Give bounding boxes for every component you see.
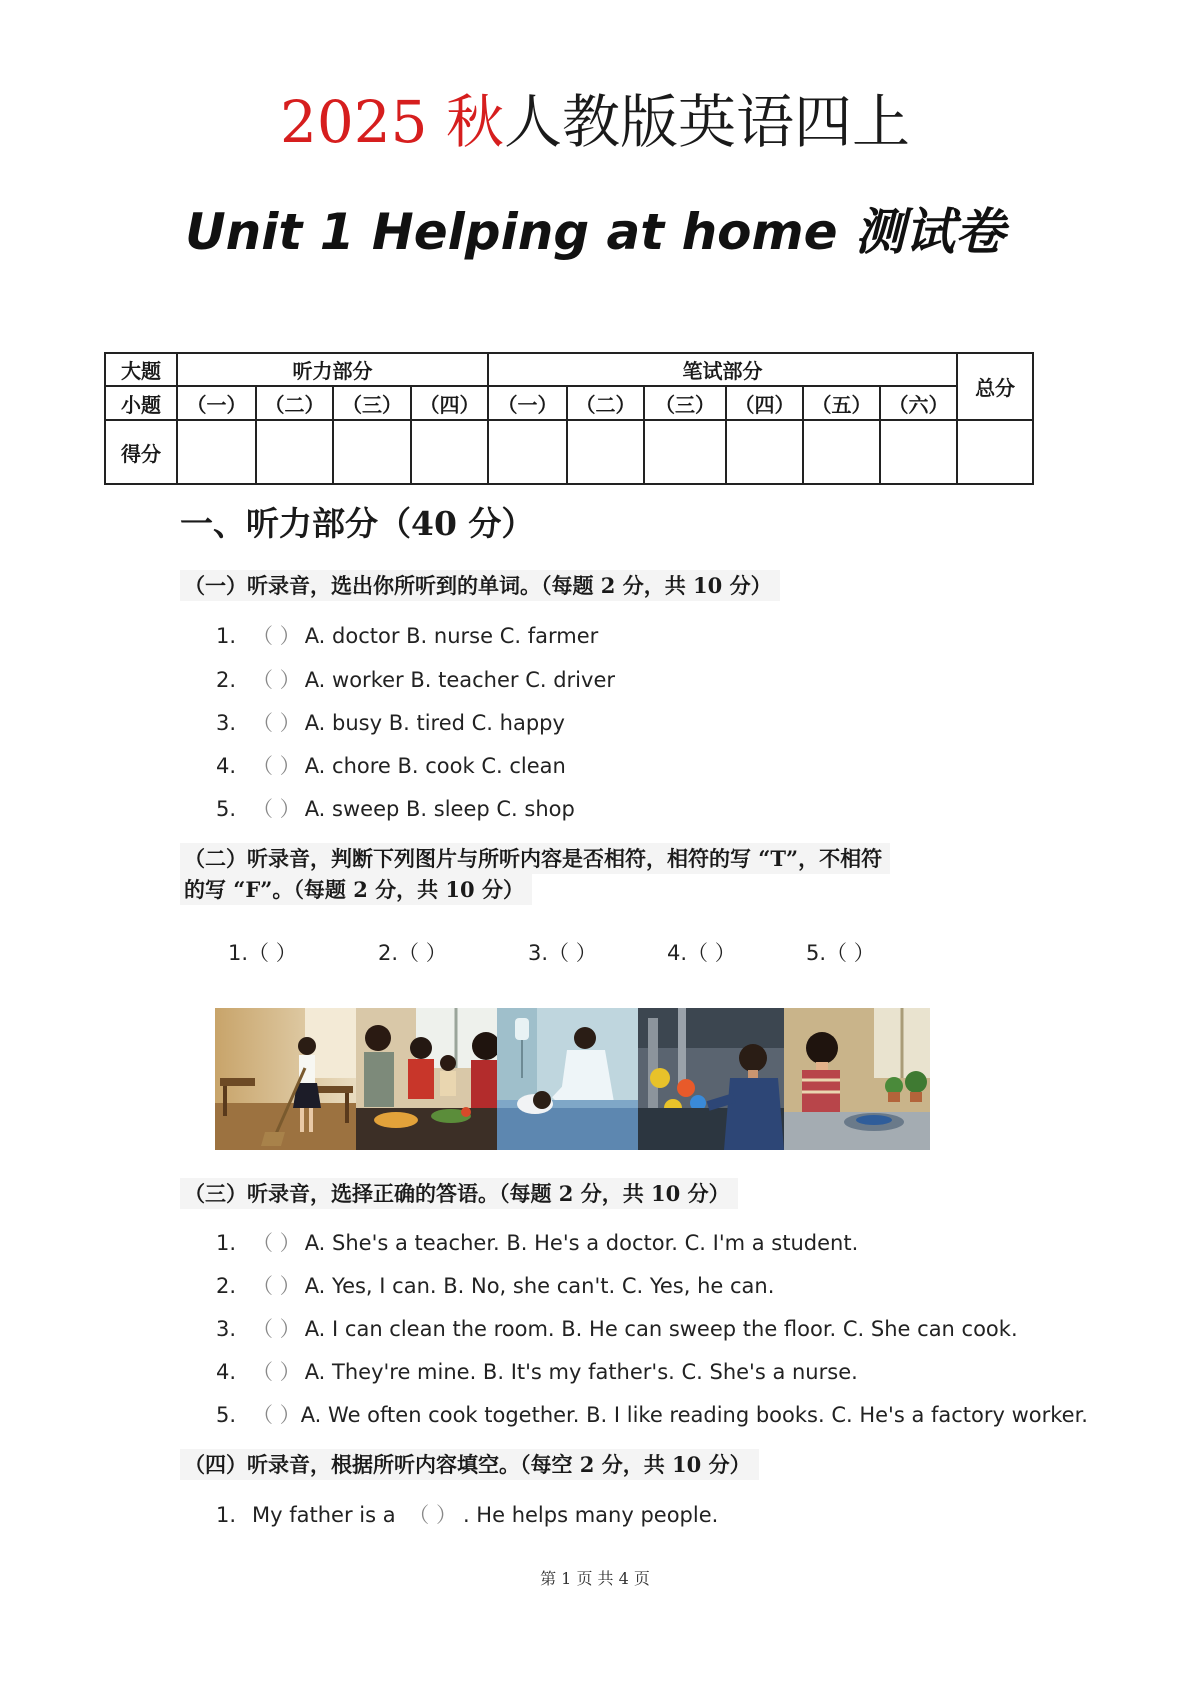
score-cell[interactable] bbox=[567, 420, 644, 484]
writing-item: （四） bbox=[726, 386, 803, 420]
picture-sweeping bbox=[215, 1008, 356, 1150]
answer-bracket[interactable]: （ ） bbox=[252, 1360, 301, 1384]
score-cell[interactable] bbox=[333, 420, 411, 484]
score-cell[interactable] bbox=[411, 420, 488, 484]
listening-header: 听力部分 bbox=[177, 353, 488, 386]
question-row: 3. （ ） A. I can clean the room. B. He can sweep the floor. C. She can cook. bbox=[216, 1317, 1018, 1341]
writing-item: （三） bbox=[644, 386, 726, 420]
total-score-cell[interactable] bbox=[957, 420, 1033, 484]
part1-instruction: （一）听录音，选出你所听到的单词。（每题 2 分，共 10 分） bbox=[180, 570, 780, 601]
page-number: 第 1 页 共 4 页 bbox=[540, 1569, 650, 1588]
question-row: 4. （ ） A. They're mine. B. It's my father's. C. She's a nurse. bbox=[216, 1360, 858, 1384]
picture-factory-worker bbox=[638, 1008, 784, 1150]
picture-strip bbox=[215, 1008, 930, 1150]
picture-nurse bbox=[497, 1008, 638, 1150]
writing-item: （一） bbox=[488, 386, 567, 420]
score-cell[interactable] bbox=[644, 420, 726, 484]
question-row: 1. （ ） A. She's a teacher. B. He's a doctor. C. I'm a student. bbox=[216, 1231, 859, 1255]
fill-blank[interactable]: （ ） bbox=[408, 1503, 457, 1527]
part2-instruction-line2: 的写 “F”。（每题 2 分，共 10 分） bbox=[180, 874, 532, 905]
title-text: 人教版英语四上 bbox=[504, 88, 911, 156]
row-label-minor: 小题 bbox=[105, 386, 177, 420]
total-header: 总分 bbox=[957, 353, 1033, 420]
page-subtitle: Unit 1 Helping at home 测试卷 bbox=[185, 203, 1005, 261]
answer-bracket[interactable]: （ ） bbox=[252, 711, 301, 735]
part4-instruction: （四）听录音，根据所听内容填空。（每空 2 分，共 10 分） bbox=[180, 1449, 759, 1480]
question-row: 2. （ ） A. Yes, I can. B. No, she can't. C. Yes, he can. bbox=[216, 1274, 775, 1298]
score-cell[interactable] bbox=[880, 420, 957, 484]
tf-blank[interactable]: 2.（ ） bbox=[378, 941, 447, 965]
picture-family-cooking bbox=[356, 1008, 497, 1150]
title-year: 2025 秋 bbox=[279, 88, 505, 156]
row-label-score: 得分 bbox=[105, 420, 177, 484]
question-row: 3. （ ） A. busy B. tired C. happy bbox=[216, 711, 565, 735]
listening-item: （三） bbox=[333, 386, 411, 420]
listening-item: （二） bbox=[256, 386, 333, 420]
listening-item: （一） bbox=[177, 386, 256, 420]
tf-blank[interactable]: 4.（ ） bbox=[667, 941, 736, 965]
writing-item: （六） bbox=[880, 386, 957, 420]
tf-blank[interactable]: 3.（ ） bbox=[528, 941, 597, 965]
answer-bracket[interactable]: （ ） bbox=[252, 1403, 301, 1427]
answer-bracket[interactable]: （ ） bbox=[252, 1317, 301, 1341]
row-label-major: 大题 bbox=[105, 353, 177, 386]
picture-washing-dishes bbox=[784, 1008, 930, 1150]
answer-bracket[interactable]: （ ） bbox=[252, 1231, 301, 1255]
score-cell[interactable] bbox=[256, 420, 333, 484]
score-cell[interactable] bbox=[803, 420, 880, 484]
page-title bbox=[0, 82, 1190, 162]
answer-bracket[interactable]: （ ） bbox=[252, 668, 301, 692]
answer-bracket[interactable]: （ ） bbox=[252, 754, 301, 778]
question-row: 5. （ ）A. We often cook together. B. I like reading books. C. He's a factory worker. bbox=[216, 1403, 1088, 1427]
writing-header: 笔试部分 bbox=[488, 353, 957, 386]
score-cell[interactable] bbox=[177, 420, 256, 484]
tf-blank[interactable]: 1.（ ） bbox=[228, 941, 297, 965]
part2-instruction-line1: （二）听录音，判断下列图片与所听内容是否相符，相符的写 “T”，不相符 bbox=[180, 843, 890, 874]
score-cell[interactable] bbox=[726, 420, 803, 484]
score-table bbox=[104, 352, 1034, 485]
answer-bracket[interactable]: （ ） bbox=[252, 797, 301, 821]
answer-bracket[interactable]: （ ） bbox=[252, 624, 301, 648]
question-row: 5. （ ） A. sweep B. sleep C. shop bbox=[216, 797, 575, 821]
writing-item: （二） bbox=[567, 386, 644, 420]
question-row: 2. （ ） A. worker B. teacher C. driver bbox=[216, 668, 615, 692]
part3-instruction: （三）听录音，选择正确的答语。（每题 2 分，共 10 分） bbox=[180, 1178, 738, 1209]
writing-item: （五） bbox=[803, 386, 880, 420]
question-row: 4. （ ） A. chore B. cook C. clean bbox=[216, 754, 566, 778]
section-listening-title: 一、听力部分（40 分） bbox=[180, 504, 535, 543]
question-row: 1. （ ） A. doctor B. nurse C. farmer bbox=[216, 624, 599, 648]
tf-blank[interactable]: 5.（ ） bbox=[806, 941, 875, 965]
listening-item: （四） bbox=[411, 386, 488, 420]
score-cell[interactable] bbox=[488, 420, 567, 484]
answer-bracket[interactable]: （ ） bbox=[252, 1274, 301, 1298]
question-row: 1. My father is a （ ） . He helps many people. bbox=[216, 1503, 719, 1527]
